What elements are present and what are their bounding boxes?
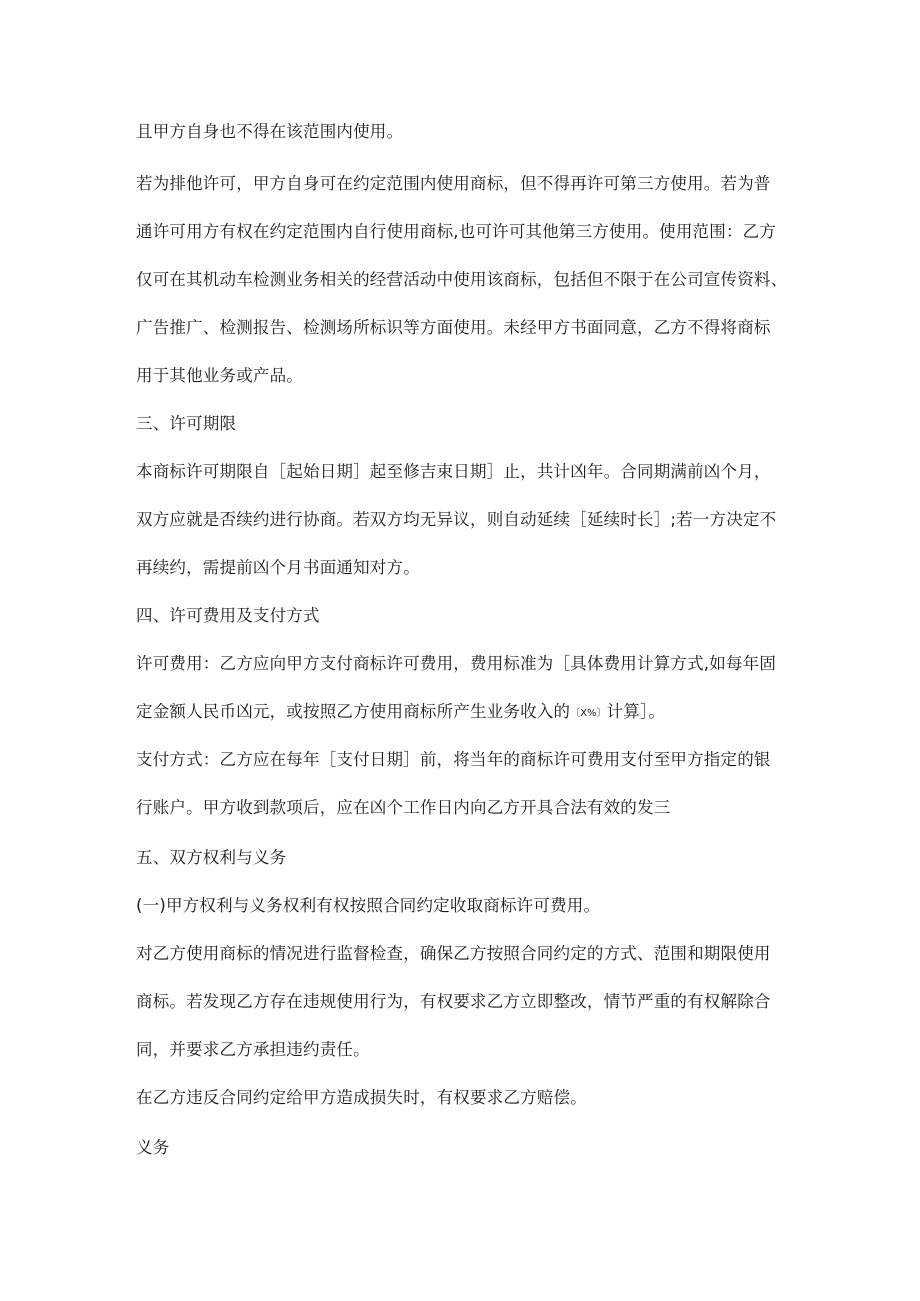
rate-placeholder: 〔X%〕: [570, 708, 607, 719]
paragraph-line: (一)甲方权利与义务权利有权按照合同约定收取商标许可费用。: [136, 896, 601, 915]
paragraph-text: 定金额人民币凶元，或按照乙方使用商标所产生业务收入的: [136, 702, 571, 721]
paragraph-line: 本商标许可期限自［起始日期］起至修吉束日期］止，共计凶年。合同期满前凶个月，: [136, 462, 771, 481]
paragraph-line: 且甲方自身也不得在该范围内使用。: [136, 122, 404, 141]
paragraph-line: 商标。若发现乙方存在违规使用行为，有权要求乙方立即整改，情节严重的有权解除合: [136, 992, 771, 1011]
section-heading-5: 五、双方权利与义务: [136, 848, 287, 867]
paragraph-line: 双方应就是否续约进行协商。若双方均无异议，则自动延续［延续时长］;若一方决定不: [136, 510, 777, 529]
paragraph-line: 行账户。甲方收到款项后，应在凶个工作日内向乙方开具合法有效的发三: [136, 798, 671, 817]
paragraph-line: 许可费用：乙方应向甲方支付商标许可费用，费用标准为［具体费用计算方式,如每年固: [136, 654, 777, 673]
section-heading-3: 三、许可期限: [136, 414, 237, 433]
paragraph-line: 对乙方使用商标的情况进行监督检查，确保乙方按照合同约定的方式、范围和期限使用: [136, 944, 771, 963]
section-heading-4: 四、许可费用及支付方式: [136, 606, 320, 625]
paragraph-line: 同，并要求乙方承担违约责任。: [136, 1040, 370, 1059]
paragraph-line: 用于其他业务或产品。: [136, 366, 303, 385]
paragraph-line-with-rate: [136, 701, 665, 725]
paragraph-text: 计算］。: [606, 702, 666, 721]
paragraph-line: 在乙方违反合同约定给甲方造成损失时，有权要求乙方赔偿。: [136, 1088, 587, 1107]
paragraph-line: 仅可在其机动车检测业务相关的经营活动中使用该商标，包括但不限于在公司宣传资料、: [136, 270, 788, 289]
paragraph-line: 支付方式：乙方应在每年［支付日期］前，将当年的商标许可费用支付至甲方指定的银: [136, 750, 771, 769]
paragraph-line: 广告推广、检测报告、检测场所标识等方面使用。未经甲方书面同意，乙方不得将商标: [136, 318, 771, 337]
paragraph-line: 通许可用方有权在约定范围内自行使用商标,也可许可其他第三方使用。使用范围：乙方: [136, 222, 777, 241]
subheading-obligations: 义务: [136, 1138, 170, 1157]
paragraph-line: 再续约，需提前凶个月书面通知对方。: [136, 558, 420, 577]
paragraph-line: 若为排他许可，甲方自身可在约定范围内使用商标，但不得再许可第三方使用。若为普: [136, 174, 771, 193]
